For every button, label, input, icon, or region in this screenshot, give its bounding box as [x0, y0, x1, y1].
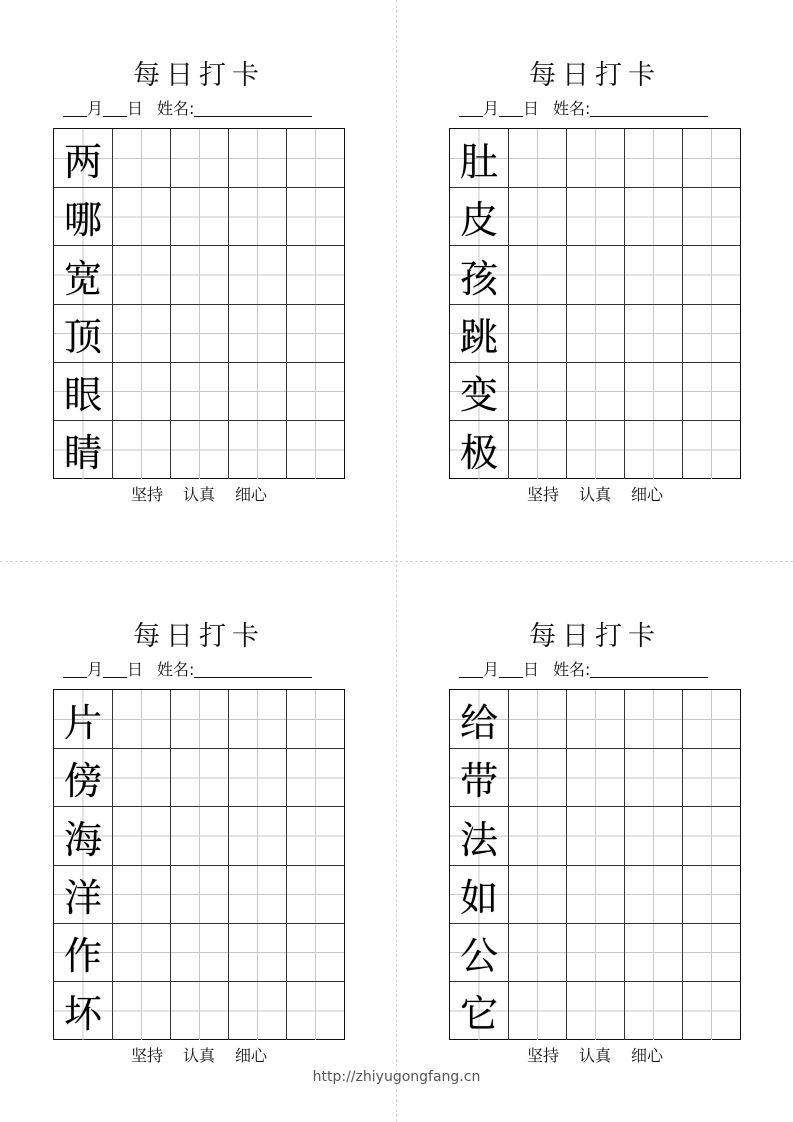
motto-word: 细心 [235, 1046, 268, 1065]
practice-cell[interactable] [170, 421, 228, 479]
motto-line [449, 483, 741, 507]
motto-word: 坚持 [526, 1046, 559, 1065]
name-blank[interactable] [590, 659, 708, 678]
model-character: 洋 [54, 866, 112, 924]
practice-cell[interactable] [566, 188, 624, 246]
practice-cell[interactable] [508, 807, 566, 865]
practice-cell[interactable] [566, 690, 624, 749]
practice-cell[interactable] [566, 982, 624, 1040]
practice-cell[interactable] [508, 866, 566, 924]
practice-cell[interactable] [508, 690, 566, 749]
month-blank[interactable] [459, 98, 483, 117]
grid-row [450, 245, 740, 304]
practice-cell[interactable] [112, 188, 170, 246]
grid-row [450, 129, 740, 188]
model-character: 作 [54, 924, 112, 982]
model-character: 皮 [450, 188, 508, 246]
practice-cell[interactable] [112, 690, 170, 749]
practice-cell[interactable] [624, 749, 682, 807]
practice-cell[interactable] [566, 246, 624, 304]
practice-cell[interactable] [228, 924, 286, 982]
model-character: 肚 [450, 129, 508, 188]
day-blank[interactable] [499, 659, 523, 678]
grid-row [54, 362, 344, 421]
day-label: 日 [127, 660, 144, 679]
day-label: 日 [127, 99, 144, 118]
practice-cell[interactable] [286, 690, 344, 749]
date-name-line [459, 659, 741, 681]
practice-cell[interactable] [170, 246, 228, 304]
practice-cell[interactable] [286, 421, 344, 479]
practice-cell[interactable] [508, 421, 566, 479]
practice-cell[interactable] [682, 924, 740, 982]
practice-cell[interactable] [566, 924, 624, 982]
practice-cell[interactable] [682, 807, 740, 865]
name-label: 姓名: [157, 99, 195, 118]
motto-word: 细心 [631, 1046, 664, 1065]
motto-word: 认真 [182, 485, 215, 504]
practice-cell[interactable] [228, 246, 286, 304]
practice-cell[interactable] [286, 749, 344, 807]
practice-cell[interactable] [170, 866, 228, 924]
practice-cell[interactable] [566, 749, 624, 807]
month-blank[interactable] [459, 659, 483, 678]
practice-cell[interactable] [624, 421, 682, 479]
motto-word: 坚持 [130, 1046, 163, 1065]
model-character: 片 [54, 690, 112, 749]
practice-cell[interactable] [228, 982, 286, 1040]
grid-row [54, 748, 344, 807]
footer-url[interactable]: http://zhiyugongfang.cn [312, 1069, 481, 1085]
grid-row [450, 420, 740, 479]
practice-cell[interactable] [228, 749, 286, 807]
model-character: 海 [54, 807, 112, 865]
practice-cell[interactable] [682, 246, 740, 304]
horizontal-cut-line [0, 561, 793, 562]
practice-cell[interactable] [170, 690, 228, 749]
name-label: 姓名: [553, 99, 591, 118]
model-character: 变 [450, 363, 508, 421]
motto-line [53, 483, 345, 507]
practice-cell[interactable] [286, 305, 344, 363]
practice-cell[interactable] [228, 305, 286, 363]
practice-cell[interactable] [624, 807, 682, 865]
practice-cell[interactable] [624, 305, 682, 363]
practice-cell[interactable] [170, 188, 228, 246]
practice-cell[interactable] [286, 807, 344, 865]
practice-cell[interactable] [286, 129, 344, 188]
grid-row [54, 187, 344, 246]
practice-cell[interactable] [508, 246, 566, 304]
practice-cell[interactable] [286, 246, 344, 304]
practice-cell[interactable] [682, 188, 740, 246]
practice-cell[interactable] [566, 363, 624, 421]
grid-row [54, 923, 344, 982]
model-character: 极 [450, 421, 508, 479]
practice-cell[interactable] [566, 807, 624, 865]
practice-card [449, 60, 741, 504]
practice-cell[interactable] [112, 749, 170, 807]
practice-cell[interactable] [286, 866, 344, 924]
motto-word: 细心 [235, 485, 268, 504]
writing-grid [53, 128, 345, 479]
practice-cell[interactable] [682, 982, 740, 1040]
card-title: 每日打卡 [529, 621, 661, 652]
practice-cell[interactable] [170, 982, 228, 1040]
practice-card [53, 621, 345, 1065]
grid-row [450, 304, 740, 363]
card-title: 每日打卡 [133, 60, 265, 91]
name-blank[interactable] [590, 98, 708, 117]
practice-cell[interactable] [228, 363, 286, 421]
practice-cell[interactable] [112, 924, 170, 982]
model-character: 眼 [54, 363, 112, 421]
practice-cell[interactable] [170, 749, 228, 807]
practice-cell[interactable] [112, 866, 170, 924]
grid-row [450, 748, 740, 807]
motto-line [449, 1044, 741, 1068]
day-label: 日 [523, 660, 540, 679]
model-character: 跳 [450, 305, 508, 363]
practice-cell[interactable] [682, 129, 740, 188]
grid-row [450, 981, 740, 1040]
model-character: 睛 [54, 421, 112, 479]
practice-cell[interactable] [112, 246, 170, 304]
grid-row [450, 806, 740, 865]
grid-row [54, 129, 344, 188]
practice-cell[interactable] [508, 749, 566, 807]
day-blank[interactable] [103, 98, 127, 117]
grid-row [54, 245, 344, 304]
model-character: 顶 [54, 305, 112, 363]
model-character: 公 [450, 924, 508, 982]
practice-cell[interactable] [624, 363, 682, 421]
motto-word: 坚持 [130, 485, 163, 504]
name-label: 姓名: [157, 660, 195, 679]
date-name-line [63, 659, 345, 681]
practice-cell[interactable] [624, 188, 682, 246]
model-character: 坏 [54, 982, 112, 1040]
practice-card [449, 621, 741, 1065]
practice-cell[interactable] [682, 305, 740, 363]
writing-grid [449, 128, 741, 479]
grid-row [54, 806, 344, 865]
writing-grid [53, 689, 345, 1040]
practice-cell[interactable] [682, 363, 740, 421]
date-name-line [459, 98, 741, 120]
practice-cell[interactable] [566, 421, 624, 479]
writing-grid [449, 689, 741, 1040]
card-title: 每日打卡 [529, 60, 661, 91]
practice-cell[interactable] [112, 129, 170, 188]
model-character: 宽 [54, 246, 112, 304]
grid-row [450, 923, 740, 982]
month-label: 月 [87, 99, 104, 118]
grid-row [54, 420, 344, 479]
month-label: 月 [483, 660, 500, 679]
practice-cell[interactable] [228, 129, 286, 188]
practice-cell[interactable] [682, 421, 740, 479]
model-character: 带 [450, 749, 508, 807]
card-title: 每日打卡 [133, 621, 265, 652]
practice-cell[interactable] [228, 188, 286, 246]
practice-cell[interactable] [112, 807, 170, 865]
model-character: 哪 [54, 188, 112, 246]
practice-cell[interactable] [624, 866, 682, 924]
practice-cell[interactable] [170, 305, 228, 363]
grid-row [450, 690, 740, 749]
practice-cell[interactable] [508, 129, 566, 188]
practice-cell[interactable] [682, 866, 740, 924]
grid-row [450, 362, 740, 421]
date-name-line [63, 98, 345, 120]
practice-cell[interactable] [112, 421, 170, 479]
model-character: 法 [450, 807, 508, 865]
practice-cell[interactable] [170, 129, 228, 188]
practice-card [53, 60, 345, 504]
month-label: 月 [87, 660, 104, 679]
motto-line [53, 1044, 345, 1068]
practice-cell[interactable] [286, 982, 344, 1040]
practice-cell[interactable] [112, 305, 170, 363]
motto-word: 认真 [578, 1046, 611, 1065]
practice-cell[interactable] [566, 129, 624, 188]
motto-word: 认真 [182, 1046, 215, 1065]
practice-cell[interactable] [228, 866, 286, 924]
practice-cell[interactable] [508, 188, 566, 246]
motto-word: 坚持 [526, 485, 559, 504]
model-character: 孩 [450, 246, 508, 304]
practice-cell[interactable] [228, 807, 286, 865]
grid-row [54, 690, 344, 749]
day-blank[interactable] [499, 98, 523, 117]
practice-cell[interactable] [508, 363, 566, 421]
grid-row [54, 981, 344, 1040]
model-character: 傍 [54, 749, 112, 807]
practice-cell[interactable] [508, 924, 566, 982]
practice-cell[interactable] [286, 188, 344, 246]
practice-cell[interactable] [624, 246, 682, 304]
practice-cell[interactable] [170, 363, 228, 421]
day-blank[interactable] [103, 659, 127, 678]
practice-cell[interactable] [624, 982, 682, 1040]
practice-cell[interactable] [170, 807, 228, 865]
model-character: 两 [54, 129, 112, 188]
practice-cell[interactable] [508, 982, 566, 1040]
practice-cell[interactable] [566, 866, 624, 924]
grid-row [54, 865, 344, 924]
practice-cell[interactable] [682, 690, 740, 749]
model-character: 如 [450, 866, 508, 924]
practice-cell[interactable] [508, 305, 566, 363]
practice-cell[interactable] [286, 363, 344, 421]
month-blank[interactable] [63, 98, 87, 117]
practice-cell[interactable] [624, 924, 682, 982]
practice-cell[interactable] [170, 924, 228, 982]
practice-cell[interactable] [112, 363, 170, 421]
month-label: 月 [483, 99, 500, 118]
grid-row [54, 304, 344, 363]
name-blank[interactable] [194, 659, 312, 678]
practice-cell[interactable] [228, 421, 286, 479]
practice-cell[interactable] [682, 749, 740, 807]
grid-row [450, 187, 740, 246]
practice-cell[interactable] [112, 982, 170, 1040]
model-character: 给 [450, 690, 508, 749]
month-blank[interactable] [63, 659, 87, 678]
name-blank[interactable] [194, 98, 312, 117]
motto-word: 认真 [578, 485, 611, 504]
practice-cell[interactable] [566, 305, 624, 363]
practice-cell[interactable] [624, 129, 682, 188]
practice-cell[interactable] [228, 690, 286, 749]
practice-cell[interactable] [286, 924, 344, 982]
name-label: 姓名: [553, 660, 591, 679]
practice-cell[interactable] [624, 690, 682, 749]
model-character: 它 [450, 982, 508, 1040]
grid-row [450, 865, 740, 924]
motto-word: 细心 [631, 485, 664, 504]
day-label: 日 [523, 99, 540, 118]
